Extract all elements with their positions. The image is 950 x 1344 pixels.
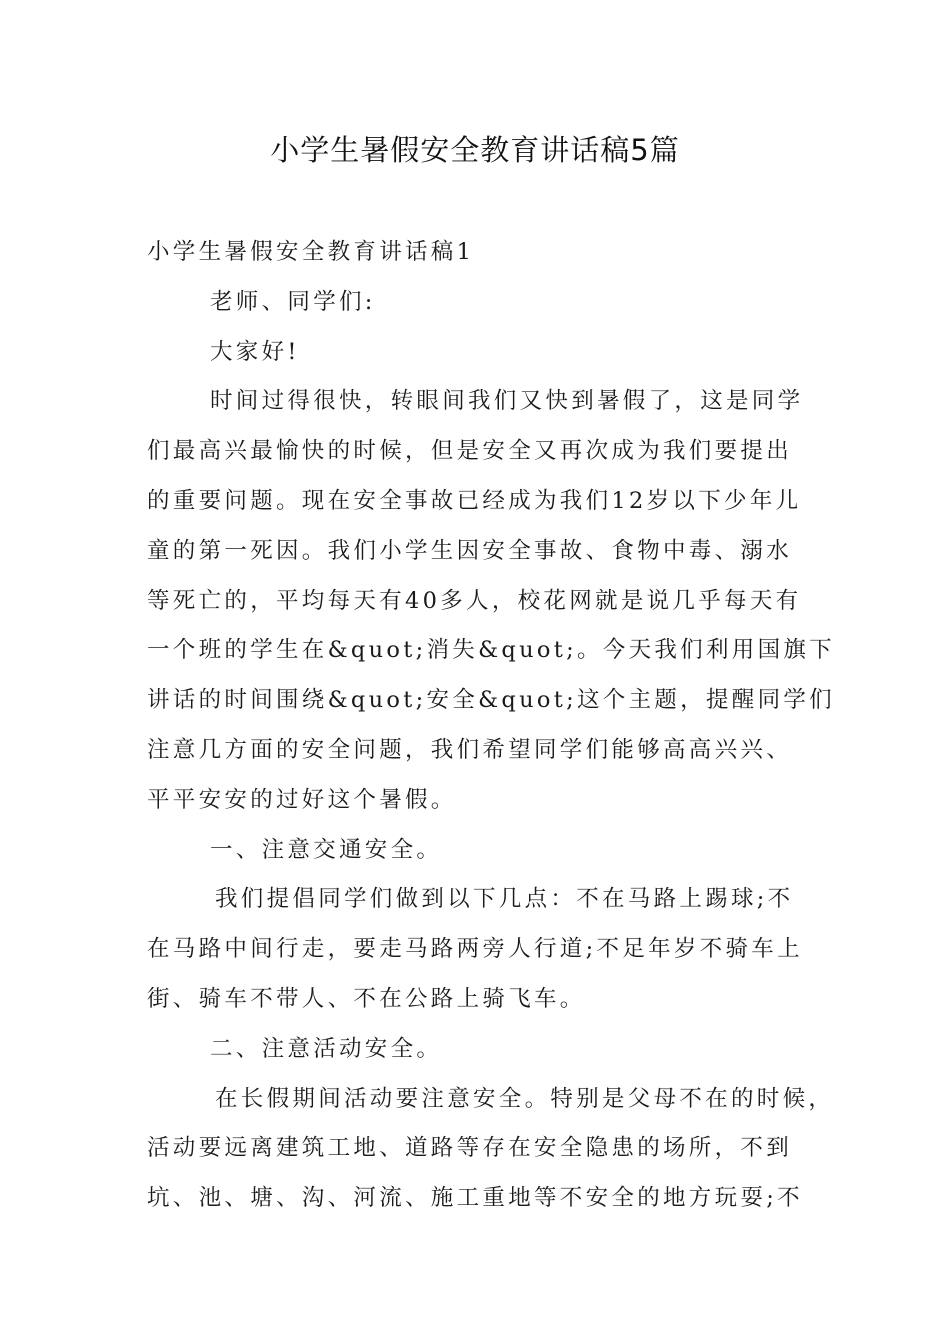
paragraph-line: 平平安安的过好这个暑假。 — [147, 786, 457, 813]
paragraph-line: 一个班的学生在&quot;消失&quot;。今天我们利用国旗下 — [147, 637, 835, 664]
subheading: 二、注意活动安全。 — [210, 1035, 443, 1062]
paragraph-line: 坑、池、塘、沟、河流、施工重地等不安全的地方玩耍;不 — [147, 1185, 803, 1212]
paragraph-line: 的重要问题。现在安全事故已经成为我们12岁以下少年儿 — [147, 487, 802, 514]
paragraph-line: 时间过得很快，转眼间我们又快到暑假了，这是同学 — [210, 388, 804, 415]
greeting-line: 老师、同学们: — [210, 288, 376, 315]
paragraph-line: 活动要远离建筑工地、道路等存在安全隐患的场所，不到 — [147, 1135, 793, 1162]
paragraph-line: 注意几方面的安全问题，我们希望同学们能够高高兴兴、 — [147, 736, 793, 763]
paragraph-line: 我们提倡同学们做到以下几点：不在马路上踢球;不 — [215, 886, 794, 913]
section-heading: 小学生暑假安全教育讲话稿1 — [147, 239, 475, 265]
paragraph-line: 们最高兴最愉快的时候，但是安全又再次成为我们要提出 — [147, 438, 793, 465]
paragraph-line: 在长假期间活动要注意安全。特别是父母不在的时候， — [215, 1085, 835, 1112]
greeting-line: 大家好! — [210, 338, 300, 365]
paragraph-line: 在马路中间行走，要走马路两旁人行道;不足年岁不骑车上 — [147, 936, 803, 963]
document-body — [147, 228, 835, 1224]
document-title: 小学生暑假安全教育讲话稿5篇 — [270, 133, 680, 167]
paragraph-line: 街、骑车不带人、不在公路上骑飞车。 — [147, 985, 586, 1012]
paragraph-line: 等死亡的，平均每天有40多人，校花网就是说几乎每天有 — [147, 587, 802, 614]
paragraph-line: 讲话的时间围绕&quot;安全&quot;这个主题，提醒同学们 — [147, 687, 835, 714]
paragraph-line: 童的第一死因。我们小学生因安全事故、食物中毒、溺水 — [147, 537, 793, 564]
subheading: 一、注意交通安全。 — [210, 836, 443, 863]
